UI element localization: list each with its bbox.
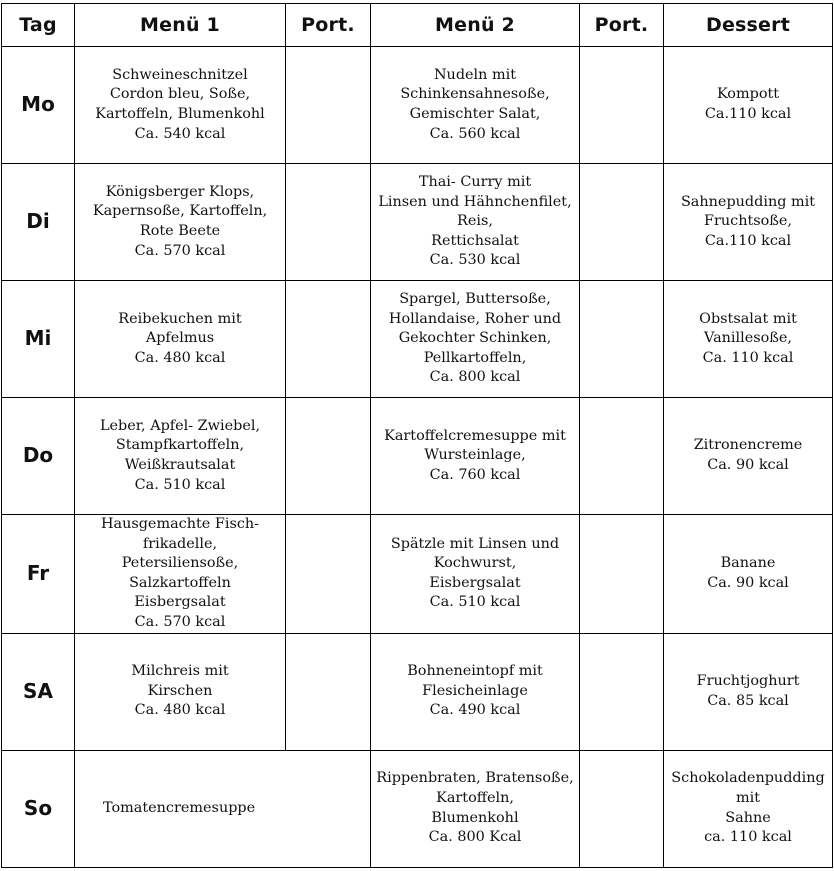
menu2-cell-line: Ca. 800 Kcal (428, 829, 522, 846)
menu2-cell-line: Gekochter Schinken, (398, 330, 552, 347)
menu1-cell-line: Königsberger Klops, (105, 183, 255, 200)
portion2-cell (580, 633, 664, 750)
menu1-cell-line: Stampfkartoffeln, (115, 437, 245, 454)
portion2-cell (580, 398, 664, 515)
menu2-cell-line: Eisbergsalat (429, 574, 521, 591)
menu2-cell-line: Blumenkohl (431, 809, 519, 826)
menu2-cell (371, 515, 580, 634)
menu2-cell-line: Ca. 760 kcal (429, 466, 521, 483)
day-label: SA (2, 633, 75, 750)
menu2-cell-line: Flesicheinlage (422, 682, 528, 699)
menu2-cell-line: Kochwurst, (433, 555, 517, 572)
menu-row-sa (2, 633, 833, 750)
day-label: Mo (2, 47, 75, 164)
menu2-cell-line: Nudeln mit (433, 66, 517, 83)
day-label: Do (2, 398, 75, 515)
dessert-cell (664, 398, 833, 515)
header-port1: Port. (286, 4, 371, 47)
menu2-cell-line: Ca. 510 kcal (429, 594, 521, 611)
dessert-cell-line: Ca. 90 kcal (707, 457, 789, 473)
menu1-cell-line: Petersiliensoße, (121, 555, 239, 572)
menu-row-mi (2, 281, 833, 398)
menu1-cell-line: Apfelmus (145, 330, 215, 347)
dessert-cell-line: Banane (720, 555, 776, 572)
portion2-cell (580, 515, 664, 634)
dessert-cell-line: Sahnepudding mit (680, 193, 816, 210)
menu1-cell-line: Ca. 570 kcal (134, 613, 226, 630)
menu1-cell-line: Kapernsoße, Kartoffeln, (92, 203, 268, 220)
menu2-cell-line: Kartoffelcremesuppe mit (384, 427, 566, 444)
menu1-cell-line: Eisbergsalat (134, 594, 226, 611)
portion2-cell (580, 281, 664, 398)
menu2-cell (371, 281, 580, 398)
day-label: Di (2, 164, 75, 281)
menu1-cell-line: Hausgemachte Fisch- (100, 516, 260, 532)
menu2-cell-line: Kartoffeln, (436, 789, 514, 806)
dessert-cell-line: Vanillesoße, (704, 330, 792, 347)
header-port2: Port. (580, 4, 664, 47)
dessert-cell-line: Zitronencreme (693, 437, 803, 454)
portion1-cell (286, 398, 371, 515)
menu1-cell (75, 398, 286, 515)
menu2-cell (371, 633, 580, 750)
dessert-cell-line: ca. 110 kcal (704, 829, 792, 846)
menu1-cell (75, 750, 286, 867)
dessert-cell-line: Ca. 90 kcal (707, 574, 789, 591)
header-tag: Tag (2, 4, 75, 47)
menu1-cell-line: frikadelle, (142, 535, 218, 552)
dessert-cell (664, 164, 833, 281)
menu1-cell-line: Ca. 510 kcal (134, 476, 226, 493)
menu-body (2, 47, 833, 868)
menu1-cell-line: Salzkartoffeln (129, 574, 231, 591)
dessert-cell-line: Kompott (716, 86, 780, 103)
menu1-cell-line: Reibekuchen mit (118, 310, 242, 327)
menu2-cell-line: Gemischter Salat, (409, 106, 541, 122)
menu2-cell-line: Pellkartoffeln, (423, 349, 527, 366)
menu2-cell-line: Wursteinlage, (424, 447, 526, 464)
menu2-cell-line: Spargel, Buttersoße, (399, 291, 551, 308)
portion1-cell (286, 750, 371, 867)
menu-row-mo (2, 47, 833, 164)
menu1-cell (75, 47, 286, 164)
menu1-cell-line: Ca. 480 kcal (134, 349, 226, 366)
weekly-menu-table (1, 3, 833, 868)
header-menu1: Menü 1 (75, 4, 286, 47)
menu1-cell (75, 633, 286, 750)
portion1-cell (286, 515, 371, 634)
menu-row-so (2, 750, 833, 867)
menu2-cell (371, 750, 580, 867)
menu2-cell-line: Rippenbraten, Bratensoße, (376, 770, 574, 787)
menu2-cell-line: Ca. 490 kcal (429, 702, 521, 719)
menu2-cell-line: Ca. 530 kcal (429, 252, 521, 269)
portion1-cell (286, 281, 371, 398)
menu1-cell (75, 281, 286, 398)
menu1-cell-line: Schweineschnitzel (112, 66, 248, 83)
portion2-cell (580, 47, 664, 164)
dessert-cell (664, 281, 833, 398)
day-label: So (2, 750, 75, 867)
dessert-cell-line: Fruchtjoghurt (696, 672, 800, 689)
menu-row-do (2, 398, 833, 515)
dessert-cell-line: Ca.110 kcal (704, 106, 792, 122)
menu-row-fr (2, 515, 833, 634)
dessert-cell-line: Schokoladenpudding (671, 770, 825, 787)
menu1-cell-line: Ca. 480 kcal (134, 702, 226, 719)
menu1-cell-line: Tomatencremesuppe (103, 799, 256, 816)
menu2-cell-line: Bohneneintopf mit (407, 663, 543, 680)
menu1-cell-line: Weißkrautsalat (124, 457, 236, 473)
portion1-cell (286, 47, 371, 164)
header-menu2: Menü 2 (371, 4, 580, 47)
dessert-cell (664, 750, 833, 867)
menu1-cell-line: Kirschen (147, 682, 213, 699)
dessert-cell-line: mit (735, 789, 761, 806)
dessert-cell-line: Ca.110 kcal (704, 232, 792, 249)
menu2-cell-line: Linsen und Hähnchenfilet, (378, 193, 572, 210)
portion1-cell (286, 633, 371, 750)
dessert-cell (664, 633, 833, 750)
dessert-cell (664, 47, 833, 164)
menu2-cell-line: Thai- Curry mit (418, 174, 532, 191)
menu1-cell-line: Rote Beete (139, 223, 221, 239)
dessert-cell-line: Fruchtsoße, (704, 213, 792, 230)
menu1-cell-line: Ca. 570 kcal (134, 242, 226, 259)
portion2-cell (580, 164, 664, 281)
menu2-cell-line: Spätzle mit Linsen und (390, 535, 560, 552)
dessert-cell-line: Ca. 85 kcal (707, 692, 789, 709)
day-label: Fr (2, 515, 75, 634)
menu2-cell-line: Ca. 560 kcal (429, 125, 521, 142)
dessert-cell (664, 515, 833, 634)
menu1-cell-line: Leber, Apfel- Zwiebel, (99, 417, 261, 434)
menu2-cell (371, 398, 580, 515)
dessert-cell-line: Ca. 110 kcal (702, 349, 794, 366)
menu1-cell-line: Kartoffeln, Blumenkohl (95, 106, 265, 122)
portion2-cell (580, 750, 664, 867)
menu-row-di (2, 164, 833, 281)
menu2-cell-line: Hollandaise, Roher und (388, 310, 562, 327)
menu1-cell (75, 515, 286, 634)
menu2-cell (371, 164, 580, 281)
menu1-cell-line: Milchreis mit (131, 663, 229, 680)
menu2-cell (371, 47, 580, 164)
menu2-cell-line: Reis, (457, 213, 493, 230)
day-label: Mi (2, 281, 75, 398)
menu1-cell-line: Cordon bleu, Soße, (109, 86, 251, 103)
dessert-cell-line: Sahne (725, 809, 771, 826)
menu2-cell-line: Ca. 800 kcal (429, 369, 521, 386)
menu2-cell-line: Rettichsalat (431, 232, 519, 249)
menu1-cell-line: Ca. 540 kcal (134, 125, 226, 142)
portion1-cell (286, 164, 371, 281)
menu1-cell (75, 164, 286, 281)
dessert-cell-line: Obstsalat mit (699, 310, 797, 327)
header-dessert: Dessert (664, 4, 833, 47)
header-row (2, 4, 833, 47)
menu2-cell-line: Schinkensahnesoße, (400, 86, 550, 103)
